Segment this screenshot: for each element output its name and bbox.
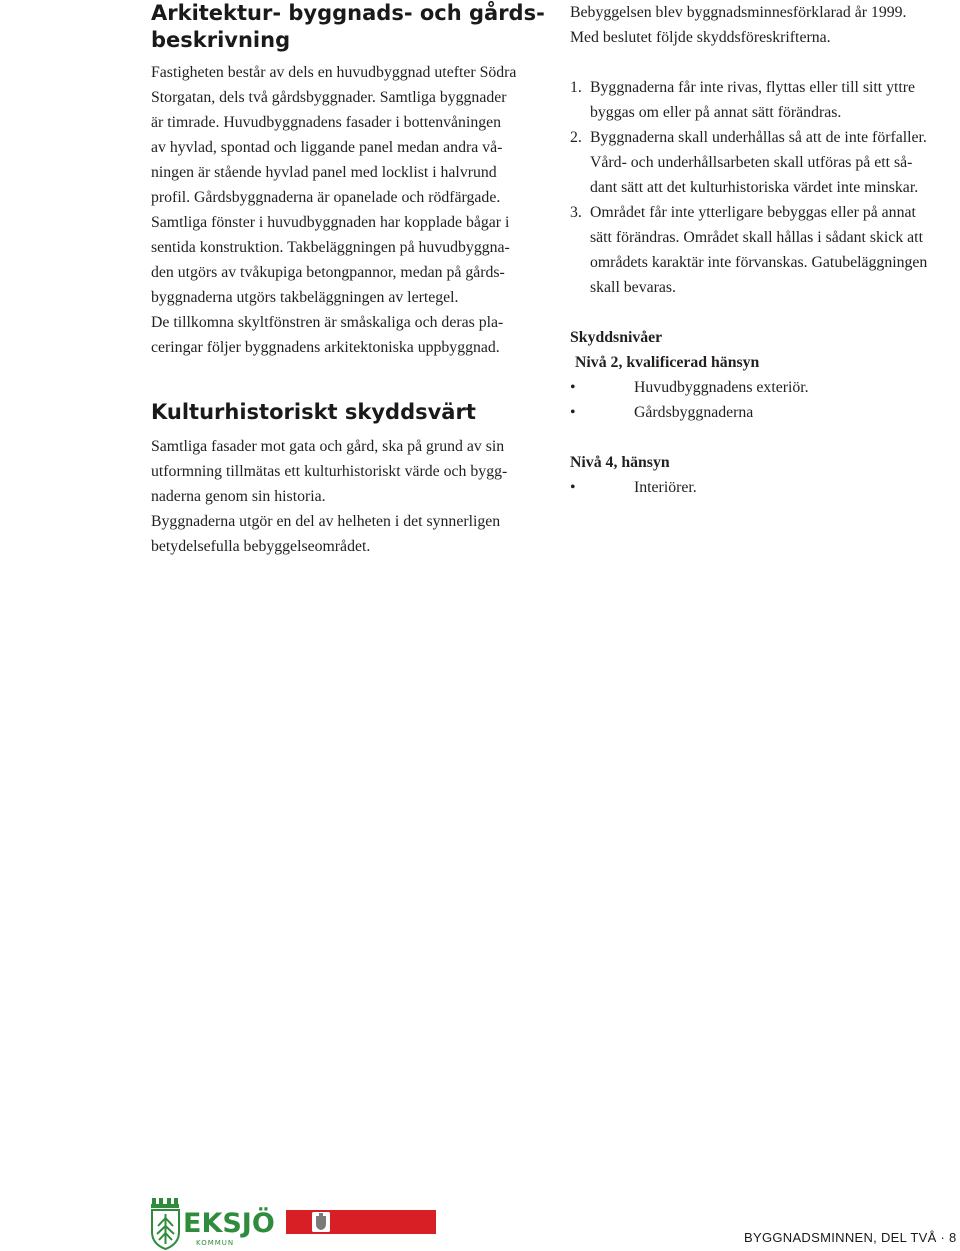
right-column <box>570 0 960 500</box>
list-item <box>570 475 960 500</box>
text-line: av hyvlad, spontad och liggande panel medan andra vå- <box>151 139 503 156</box>
list-item-text: Gårdsbyggnaderna <box>634 404 754 421</box>
lansstyrelsen-crest-icon <box>312 1212 330 1232</box>
text-line: Samtliga fönster i huvudbyggnaden har kopplade bågar i <box>151 214 510 231</box>
text-line: naderna genom sin historia. <box>151 488 326 505</box>
text-line: Storgatan, dels två gårdsbyggnader. Samtliga byggnader <box>151 89 507 106</box>
text-line: Området får inte ytterligare bebyggas eller på annat <box>590 204 916 221</box>
bullet-icon: • <box>570 479 576 496</box>
cultural-value-paragraph <box>151 434 551 559</box>
list-item-text: Interiörer. <box>634 479 697 496</box>
text-line: De tillkomna skyltfönstren är småskaliga och deras pla- <box>151 314 504 331</box>
heading-architecture <box>151 0 551 54</box>
list-item <box>570 125 960 200</box>
text-line: byggas om eller på annat sätt förändras. <box>590 104 842 121</box>
bullet-icon: • <box>570 379 576 396</box>
list-item <box>570 75 960 125</box>
list-item-text: Huvudbyggnadens exteriör. <box>634 379 809 396</box>
text-line: ningen är stående hyvlad panel med locklist i halvrund <box>151 164 497 181</box>
list-number: 1. <box>570 79 582 96</box>
protection-rules-list <box>570 75 960 300</box>
level-4-heading: Nivå 4, hänsyn <box>570 454 670 471</box>
text-line: Byggnaderna utgör en del av helheten i det synnerligen <box>151 513 501 530</box>
level-2-heading: Nivå 2, kvalificerad hänsyn <box>575 354 760 371</box>
text-line: skall bevaras. <box>590 279 676 296</box>
text-line: byggnaderna utgörs takbeläggningen av lertegel. <box>151 289 459 306</box>
page-footer-label: BYGGNADSMINNEN, DEL TVÅ · 8 <box>744 1230 957 1245</box>
listing-intro <box>570 0 960 50</box>
text-line: Byggnaderna får inte rivas, flyttas eller till sitt yttre <box>590 79 916 96</box>
level-4-list <box>570 475 960 500</box>
list-item <box>570 375 960 400</box>
text-line: Samtliga fasader mot gata och gård, ska på grund av sin <box>151 438 505 455</box>
protection-levels-heading: Skyddsnivåer <box>570 329 663 346</box>
text-line: Med beslutet följde skyddsföreskrifterna. <box>570 29 831 46</box>
list-item <box>570 400 960 425</box>
text-line: Vård- och underhållsarbeten skall utföras på ett så- <box>590 154 913 171</box>
heading-architecture-line-1: Arkitektur- byggnads- och gårds- <box>151 1 545 25</box>
eksjo-logo <box>150 1198 275 1250</box>
logo-wordmark: EKSJÖ <box>183 1208 275 1239</box>
lansstyrelsen-banner <box>286 1210 436 1234</box>
list-number: 2. <box>570 129 582 146</box>
text-line: utformning tillmätas ett kulturhistoriskt värde och bygg- <box>151 463 508 480</box>
text-line: områdets karaktär inte förvanskas. Gatubeläggningen <box>590 254 928 271</box>
text-line: profil. Gårdsbyggnaderna är opanelade och rödfärgade. <box>151 189 501 206</box>
architecture-paragraph <box>151 60 551 360</box>
heading-architecture-line-2: beskrivning <box>151 28 291 52</box>
list-item <box>570 200 960 300</box>
text-line: betydelsefulla bebyggelseområdet. <box>151 538 371 555</box>
level-2-list <box>570 375 960 425</box>
text-line: den utgörs av tvåkupiga betongpannor, medan på gårds- <box>151 264 505 281</box>
heading-cultural-value: Kulturhistoriskt skyddsvärt <box>151 400 476 424</box>
text-line: dant sätt att det kulturhistoriska värdet inte minskar. <box>590 179 919 196</box>
text-line: Byggnaderna skall underhållas så att de inte förfaller. <box>590 129 927 146</box>
logo-subtext: KOMMUN <box>196 1239 235 1247</box>
page-footer <box>0 1190 960 1251</box>
text-line: sentida konstruktion. Takbeläggningen på huvudbyggna- <box>151 239 510 256</box>
text-line: Bebyggelsen blev byggnadsminnesförklarad år 1999. <box>570 4 907 21</box>
list-number: 3. <box>570 204 582 221</box>
text-line: Fastigheten består av dels en huvudbyggnad utefter Södra <box>151 64 517 81</box>
eksjo-crest-icon <box>150 1198 182 1250</box>
text-line: sätt förändras. Området skall hållas i sådant skick att <box>590 229 923 246</box>
text-line: är timrade. Huvudbyggnadens fasader i bottenvåningen <box>151 114 502 131</box>
bullet-icon: • <box>570 404 576 421</box>
text-line: ceringar följer byggnadens arkitektoniska uppbyggnad. <box>151 339 500 356</box>
